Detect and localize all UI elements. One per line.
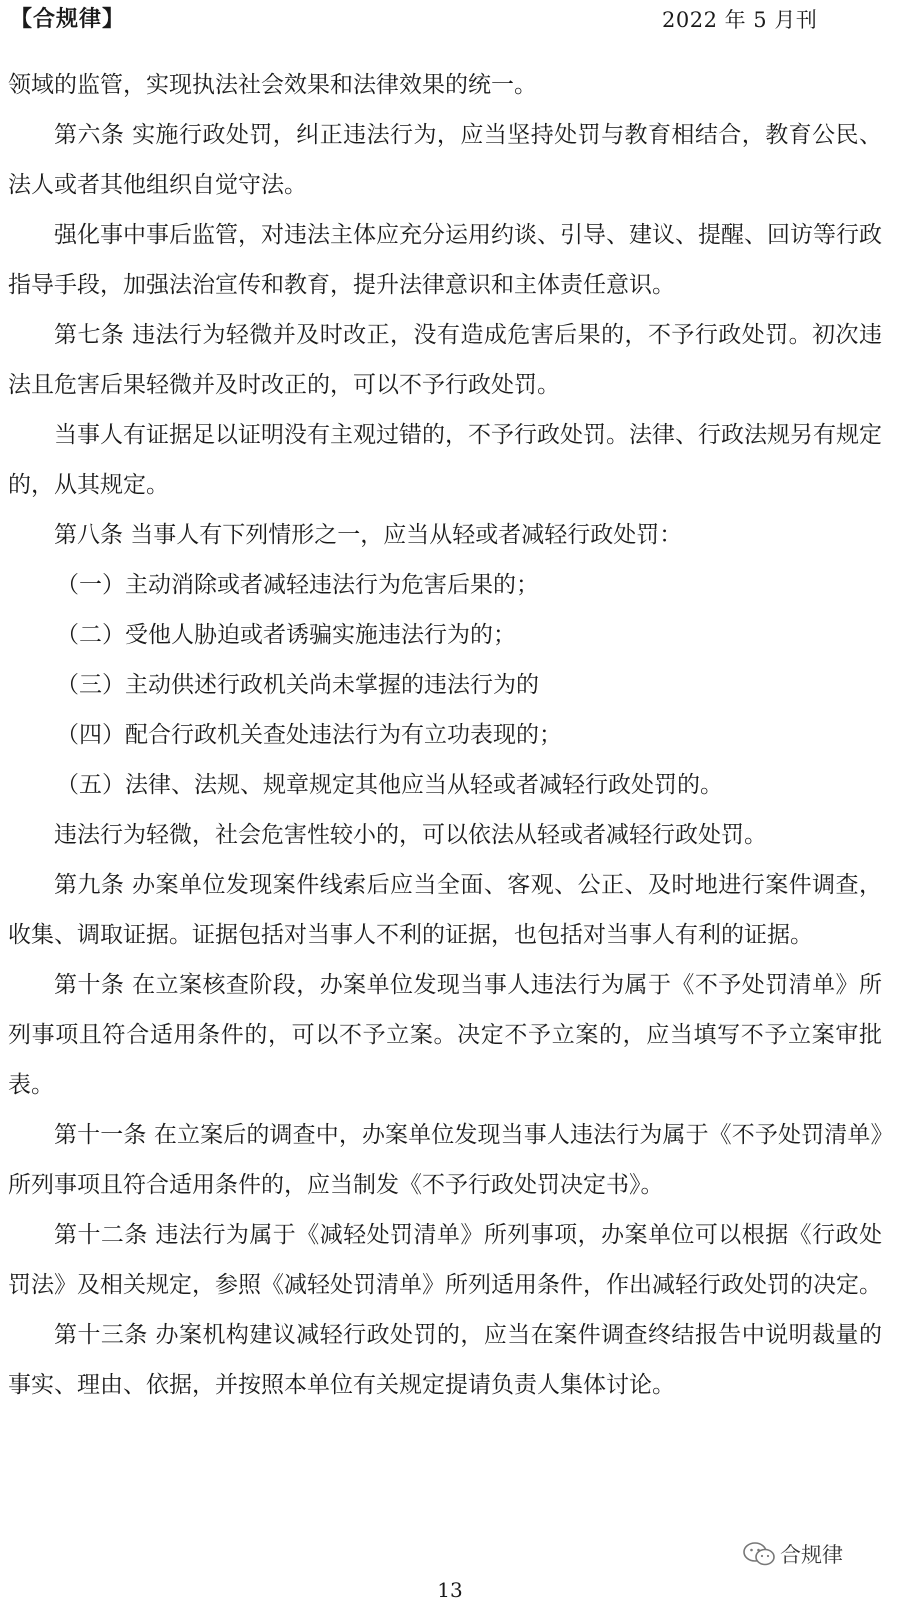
paragraph-continuation: 领域的监管，实现执法社会效果和法律效果的统一。 [8, 72, 537, 98]
article-11: 第十一条 在立案后的调查中，办案单位发现当事人违法行为属于《不予处罚清单》所列事项且符合适用条件的，应当制发《不予行政处罚决定书》。 [8, 1122, 882, 1198]
watermark-text: 合规律 [780, 1543, 843, 1567]
paragraph-no-fault: 当事人有证据足以证明没有主观过错的，不予行政处罚。法律、行政法规另有规定的，从其规定。 [8, 422, 882, 498]
article-8: 第八条 当事人有下列情形之一，应当从轻或者减轻行政处罚： [54, 522, 683, 548]
page-number: 13 [437, 1578, 463, 1602]
journal-name: 【合规律】 [10, 7, 126, 32]
article-10: 第十条 在立案核查阶段，办案单位发现当事人违法行为属于《不予处罚清单》所列事项且符合适用条件的，可以不予立案。决定不予立案的，应当填写不予立案审批表。 [8, 972, 882, 1098]
list-item: （一）主动消除或者减轻违法行为危害后果的； [56, 572, 539, 598]
article-7: 第七条 违法行为轻微并及时改正，没有造成危害后果的，不予行政处罚。初次违法且危害后果轻微并及时改正的，可以不予行政处罚。 [8, 322, 882, 398]
page-header [0, 0, 900, 40]
wechat-icon [742, 1541, 776, 1567]
watermark [742, 1539, 843, 1569]
article-12: 第十二条 违法行为属于《减轻处罚清单》所列事项，办案单位可以根据《行政处罚法》及相关规定，参照《减轻处罚清单》所列适用条件，作出减轻行政处罚的决定。 [8, 1222, 882, 1298]
list-item: （五）法律、法规、规章规定其他应当从轻或者减轻行政处罚的。 [56, 772, 723, 798]
list-item: （三）主动供述行政机关尚未掌握的违法行为的 [56, 672, 539, 698]
issue-date: 2022 年 5 月刊 [662, 8, 818, 32]
article-13: 第十三条 办案机构建议减轻行政处罚的，应当在案件调查终结报告中说明裁量的事实、理由、依据，并按照本单位有关规定提请负责人集体讨论。 [8, 1322, 882, 1398]
article-9: 第九条 办案单位发现案件线索后应当全面、客观、公正、及时地进行案件调查，收集、调取证据。证据包括对当事人不利的证据，也包括对当事人有利的证据。 [8, 872, 882, 948]
document-body [8, 60, 882, 1410]
paragraph-supervision: 强化事中事后监管，对违法主体应充分运用约谈、引导、建议、提醒、回访等行政指导手段，加强法治宣传和教育，提升法律意识和主体责任意识。 [8, 222, 882, 298]
article-6: 第六条 实施行政处罚，纠正违法行为，应当坚持处罚与教育相结合，教育公民、法人或者其他组织自觉守法。 [8, 122, 882, 198]
list-item: （二）受他人胁迫或者诱骗实施违法行为的； [56, 622, 516, 648]
paragraph-minor-violation: 违法行为轻微，社会危害性较小的，可以依法从轻或者减轻行政处罚。 [54, 822, 767, 848]
list-item: （四）配合行政机关查处违法行为有立功表现的； [56, 722, 562, 748]
